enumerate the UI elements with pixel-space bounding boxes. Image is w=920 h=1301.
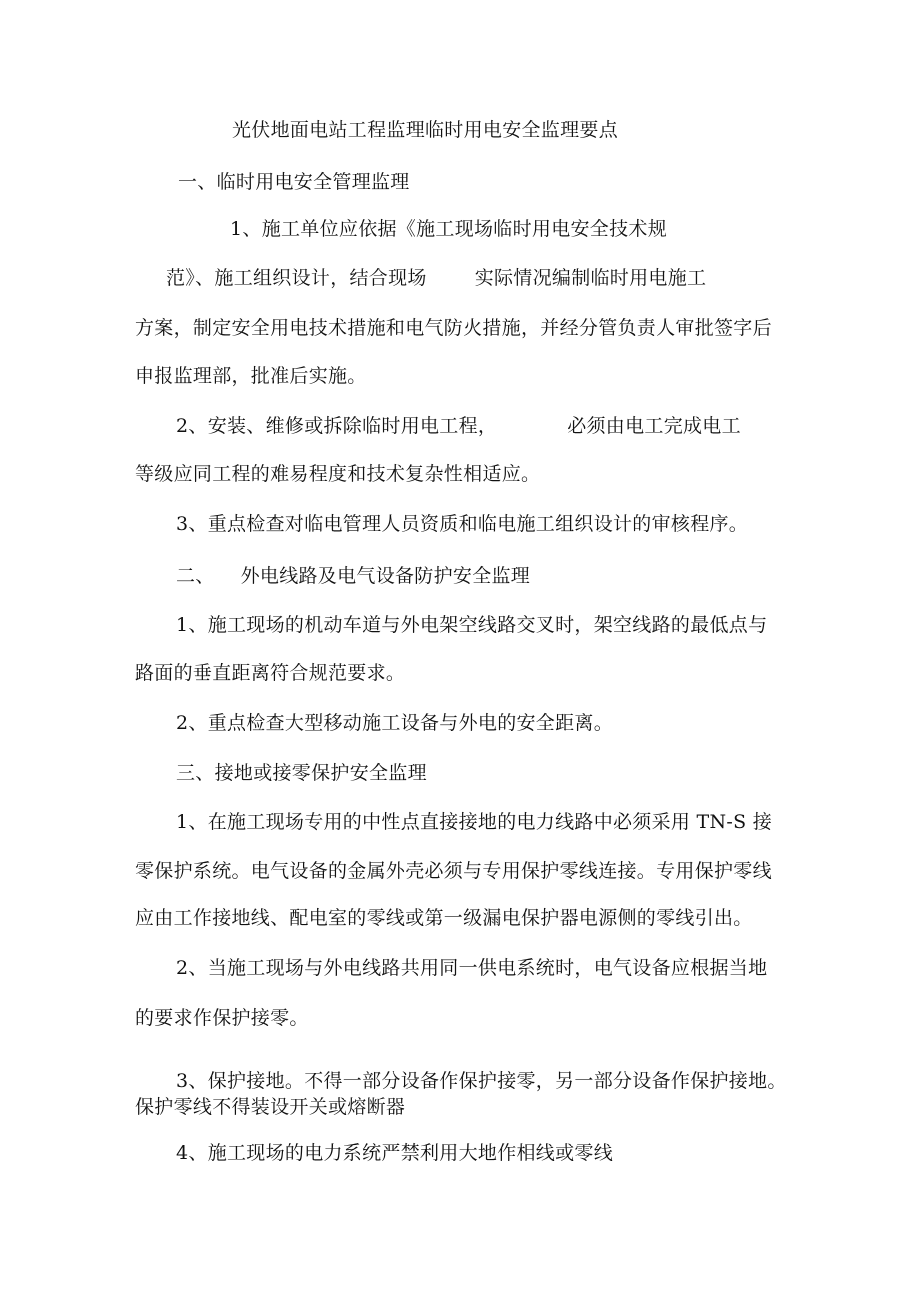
s3-p2-line1: 2、当施工现场与外电线路共用同一供电系统时，电气设备应根据当地 bbox=[176, 957, 768, 979]
s3-p3-line2: 保护零线不得装设开关或熔断器 bbox=[135, 1096, 406, 1118]
s1-p3: 3、重点检查对临电管理人员资质和临电施工组织设计的审核程序。 bbox=[176, 513, 749, 535]
section-3-heading: 三、接地或接零保护安全监理 bbox=[176, 762, 427, 784]
s3-p2-line2: 的要求作保护接零。 bbox=[135, 1007, 309, 1029]
s2-p1-line1: 1、施工现场的机动车道与外电架空线路交叉时，架空线路的最低点与 bbox=[176, 614, 768, 636]
s1-p1-line3: 方案，制定安全用电技术措施和电气防火措施，并经分管负责人审批签字后 bbox=[135, 317, 772, 339]
section-2-heading-text: 外电线路及电气设备防护安全监理 bbox=[240, 565, 531, 587]
s1-p1-line2-part-a: 范》、施工组织设计，结合现场 bbox=[166, 267, 427, 289]
s3-p1-line1: 1、在施工现场专用的中性点直接接地的电力线路中必须采用 TN-S 接 bbox=[176, 811, 773, 833]
s1-p1-line1: 1、施工单位应依据《施工现场临时用电安全技术规 bbox=[230, 218, 667, 240]
s1-p2-line1 bbox=[176, 414, 741, 438]
document-title: 光伏地面电站工程监理临时用电安全监理要点 bbox=[232, 119, 619, 141]
s1-p1-line2-part-b: 实际情况编制临时用电施工 bbox=[474, 267, 707, 289]
s3-p1-line3: 应由工作接地线、配电室的零线或第一级漏电保护器电源侧的零线引出。 bbox=[135, 907, 753, 929]
section-2-heading bbox=[176, 564, 530, 588]
s2-p1-line2: 路面的垂直距离符合规范要求。 bbox=[135, 662, 406, 684]
s2-p2: 2、重点检查大型移动施工设备与外电的安全距离。 bbox=[176, 712, 613, 734]
s1-p2-line1-part-b: 必须由电工完成电工 bbox=[567, 415, 741, 437]
section-2-heading-number: 二、 bbox=[176, 565, 215, 587]
s1-p1-line2 bbox=[166, 266, 706, 290]
s1-p1-line4: 申报监理部，批准后实施。 bbox=[135, 365, 367, 387]
s3-p3-line1: 3、保护接地。不得一部分设备作保护接零，另一部分设备作保护接地。 bbox=[176, 1070, 787, 1092]
s1-p2-line1-part-a: 2、安装、维修或拆除临时用电工程， bbox=[176, 415, 498, 437]
s3-p1-line2: 零保护系统。电气设备的金属外壳必须与专用保护零线连接。专用保护零线 bbox=[135, 860, 772, 882]
s3-p4: 4、施工现场的电力系统严禁利用大地作相线或零线 bbox=[176, 1142, 613, 1164]
s1-p2-line2: 等级应同工程的难易程度和技术复杂性相适应。 bbox=[135, 463, 541, 485]
section-1-heading: 一、临时用电安全管理监理 bbox=[178, 171, 410, 193]
